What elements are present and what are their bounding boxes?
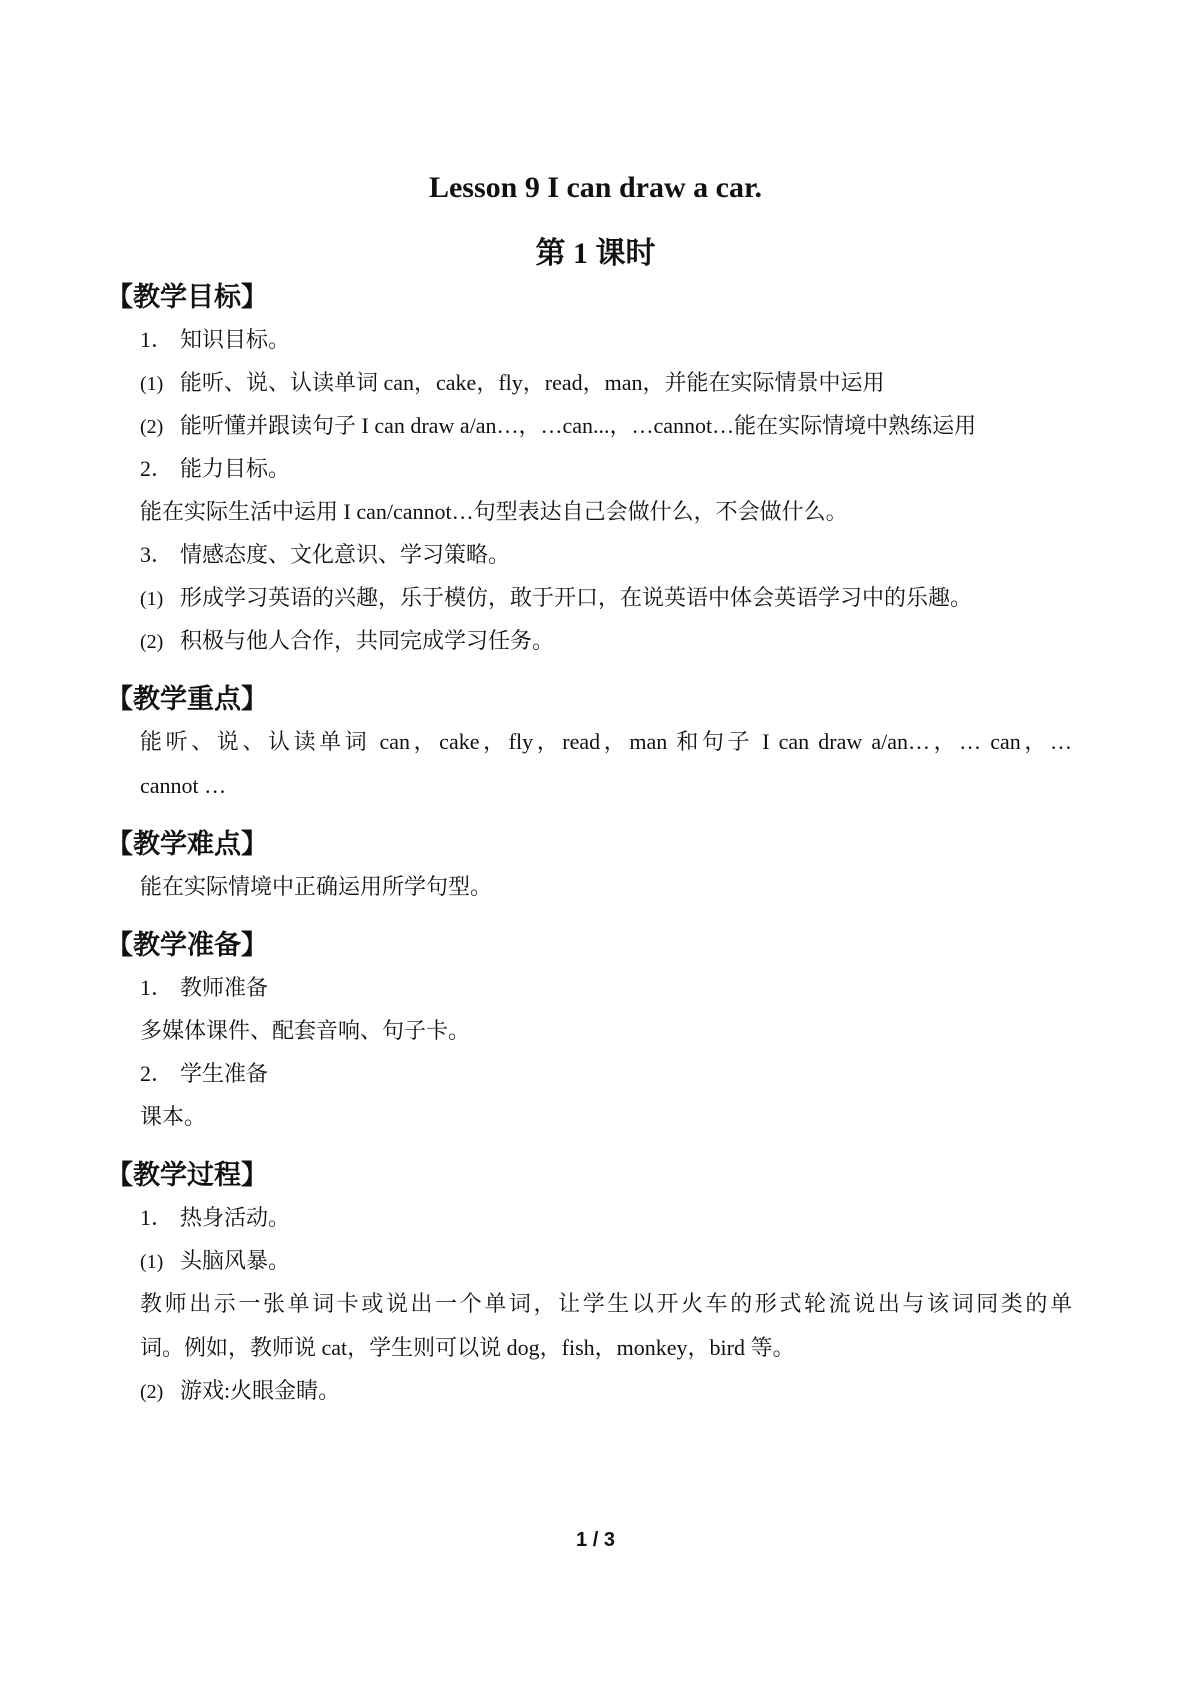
process-item-1-sub-1-number: (1) (140, 1251, 164, 1273)
preparation-item-1-number: 1． (140, 975, 174, 1000)
preparation-item-2-text: 学生准备 (180, 1061, 269, 1086)
key-points-line-1: 能听、说、认读单词 can，cake，fly，read，man 和句子 I can draw a/an…，… can，… (140, 729, 1072, 754)
objective-item-1-sub-1-number: (1) (140, 373, 164, 395)
process-heading: 【教学过程】 (106, 1160, 268, 1190)
preparation-item-2 (140, 1059, 268, 1089)
process-item-1-sub-1-text: 头脑风暴。 (180, 1248, 291, 1273)
process-item-1-sub-1 (140, 1246, 290, 1277)
objective-item-2-text: 能力目标。 (180, 456, 291, 481)
difficulties-text: 能在实际情境中正确运用所学句型。 (140, 874, 493, 899)
preparation-item-1 (140, 973, 268, 1003)
page-number: 1 / 3 (576, 1529, 615, 1551)
preparation-item-1-description: 多媒体课件、配套音响、句子卡。 (140, 1018, 471, 1043)
process-item-1-sub-1-line-2: 词。例如，教师说 cat，学生则可以说 dog，fish，monkey，bird 等。 (140, 1335, 795, 1360)
objective-item-1-sub-2-number: (2) (140, 416, 164, 438)
objective-item-2 (140, 454, 290, 484)
preparation-item-2-description: 课本。 (140, 1104, 207, 1129)
objective-item-3-number: 3． (140, 542, 174, 567)
preparation-heading: 【教学准备】 (106, 930, 268, 960)
objective-item-3-sub-1 (140, 583, 972, 614)
objective-item-1-sub-2 (140, 411, 976, 442)
objective-item-1-sub-1-text: 能听、说、认读单词 can，cake，fly，read，man，并能在实际情景中运用 (180, 370, 885, 395)
process-item-1-text: 热身活动。 (180, 1205, 291, 1230)
preparation-item-1-text: 教师准备 (180, 975, 269, 1000)
process-item-1 (140, 1203, 290, 1233)
objective-item-1 (140, 325, 290, 355)
objective-item-1-number: 1． (140, 327, 174, 352)
objective-item-3-text: 情感态度、文化意识、学习策略。 (180, 542, 511, 567)
process-item-1-sub-2 (140, 1376, 340, 1407)
objective-item-1-sub-2-text: 能听懂并跟读句子 I can draw a/an…，…can...，…cannot…能在实际情境中熟练运用 (180, 413, 977, 438)
objective-item-3-sub-2-number: (2) (140, 631, 164, 653)
objective-item-2-number: 2． (140, 456, 174, 481)
key-points-line-2: cannot … (140, 773, 227, 798)
preparation-item-2-number: 2． (140, 1061, 174, 1086)
objective-item-3-sub-1-text: 形成学习英语的兴趣，乐于模仿，敢于开口，在说英语中体会英语学习中的乐趣。 (180, 585, 973, 610)
process-item-1-sub-2-number: (2) (140, 1381, 164, 1403)
process-item-1-sub-1-line-1: 教师出示一张单词卡或说出一个单词，让学生以开火车的形式轮流说出与该词同类的单 (140, 1291, 1072, 1316)
objective-item-3-sub-2 (140, 626, 554, 657)
objective-item-3-sub-2-text: 积极与他人合作，共同完成学习任务。 (180, 628, 555, 653)
difficulties-heading: 【教学难点】 (106, 829, 268, 859)
objective-item-2-description: 能在实际生活中运用 I can/cannot…句型表达自己会做什么，不会做什么。 (140, 499, 848, 524)
objective-item-3 (140, 540, 510, 570)
key-points-heading: 【教学重点】 (106, 684, 268, 714)
lesson-title: Lesson 9 I can draw a car. (428, 171, 763, 204)
lesson-subtitle: 第 1 课时 (535, 237, 656, 270)
objective-item-1-sub-1 (140, 368, 885, 399)
objective-item-1-text: 知识目标。 (180, 327, 291, 352)
objective-item-3-sub-1-number: (1) (140, 588, 164, 610)
objectives-heading: 【教学目标】 (106, 282, 268, 312)
process-item-1-number: 1． (140, 1205, 174, 1230)
process-item-1-sub-2-text: 游戏:火眼金睛。 (180, 1378, 341, 1403)
